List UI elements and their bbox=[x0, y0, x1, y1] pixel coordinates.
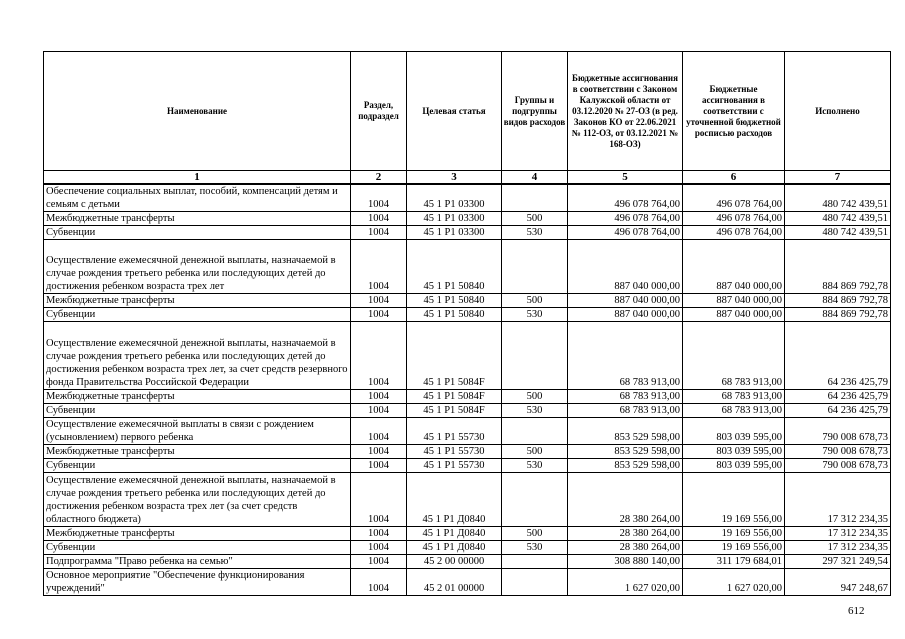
row-name: Подпрограмма "Право ребенка на семью" bbox=[44, 555, 351, 569]
row-law-amount: 1 627 020,00 bbox=[568, 569, 683, 596]
row-section: 1004 bbox=[351, 445, 407, 459]
table-row bbox=[44, 473, 891, 527]
row-executed-amount: 947 248,67 bbox=[785, 569, 891, 596]
row-name: Межбюджетные трансферты bbox=[44, 445, 351, 459]
row-target: 45 1 Р1 55730 bbox=[407, 459, 502, 473]
row-target: 45 1 Р1 Д0840 bbox=[407, 473, 502, 527]
row-refined-amount: 68 783 913,00 bbox=[683, 322, 785, 390]
table-row bbox=[44, 555, 891, 569]
row-section: 1004 bbox=[351, 390, 407, 404]
row-law-amount: 496 078 764,00 bbox=[568, 184, 683, 212]
row-name: Обеспечение социальных выплат, пособий, компенсаций детям и семьям с детьми bbox=[44, 184, 351, 212]
row-executed-amount: 17 312 234,35 bbox=[785, 527, 891, 541]
table-row bbox=[44, 390, 891, 404]
row-target: 45 1 Р1 55730 bbox=[407, 418, 502, 445]
row-section: 1004 bbox=[351, 308, 407, 322]
row-section: 1004 bbox=[351, 240, 407, 294]
row-group bbox=[502, 322, 568, 390]
row-executed-amount: 17 312 234,35 bbox=[785, 473, 891, 527]
column-number: 6 bbox=[683, 171, 785, 185]
row-refined-amount: 887 040 000,00 bbox=[683, 308, 785, 322]
row-law-amount: 308 880 140,00 bbox=[568, 555, 683, 569]
row-section: 1004 bbox=[351, 569, 407, 596]
table-row bbox=[44, 418, 891, 445]
column-number: 3 bbox=[407, 171, 502, 185]
row-section: 1004 bbox=[351, 541, 407, 555]
header-groups: Группы и подгруппы видов расходов bbox=[502, 52, 568, 171]
column-number: 1 bbox=[44, 171, 351, 185]
row-section: 1004 bbox=[351, 555, 407, 569]
row-group: 530 bbox=[502, 404, 568, 418]
row-name: Субвенции bbox=[44, 541, 351, 555]
header-law: Бюджетные ассигнования в соответствии с Законом Калужской области от 03.12.2020 № 27-ОЗ (в ред. Законов КО от 22.06.2021 № 112-ОЗ, от 03.12.2021 № 168-ОЗ) bbox=[568, 52, 683, 171]
row-name: Межбюджетные трансферты bbox=[44, 212, 351, 226]
table-row bbox=[44, 226, 891, 240]
row-target: 45 1 Р1 5084F bbox=[407, 404, 502, 418]
row-group: 500 bbox=[502, 294, 568, 308]
table-row bbox=[44, 212, 891, 226]
table-row bbox=[44, 459, 891, 473]
row-target: 45 1 Р1 50840 bbox=[407, 308, 502, 322]
table-row bbox=[44, 294, 891, 308]
row-law-amount: 68 783 913,00 bbox=[568, 404, 683, 418]
row-executed-amount: 790 008 678,73 bbox=[785, 418, 891, 445]
row-law-amount: 28 380 264,00 bbox=[568, 541, 683, 555]
row-section: 1004 bbox=[351, 184, 407, 212]
row-name: Осуществление ежемесячной денежной выплаты, назначаемой в случае рождения третьего ребенка или последующих детей до достижения ребенком возраста трех лет (за счет средств областного бюджета) bbox=[44, 473, 351, 527]
header-row bbox=[44, 52, 891, 171]
header-name: Наименование bbox=[44, 52, 351, 171]
row-group bbox=[502, 569, 568, 596]
row-target: 45 2 00 00000 bbox=[407, 555, 502, 569]
column-number: 7 bbox=[785, 171, 891, 185]
row-name: Межбюджетные трансферты bbox=[44, 390, 351, 404]
row-name: Осуществление ежемесячной денежной выплаты, назначаемой в случае рождения третьего ребенка или последующих детей до достижения ребенком возраста трех лет bbox=[44, 240, 351, 294]
row-group: 530 bbox=[502, 459, 568, 473]
budget-table bbox=[43, 51, 891, 596]
row-executed-amount: 884 869 792,78 bbox=[785, 294, 891, 308]
row-refined-amount: 803 039 595,00 bbox=[683, 445, 785, 459]
row-name: Межбюджетные трансферты bbox=[44, 294, 351, 308]
row-law-amount: 68 783 913,00 bbox=[568, 322, 683, 390]
column-number: 5 bbox=[568, 171, 683, 185]
row-group: 530 bbox=[502, 226, 568, 240]
row-executed-amount: 790 008 678,73 bbox=[785, 459, 891, 473]
row-section: 1004 bbox=[351, 404, 407, 418]
row-group: 500 bbox=[502, 445, 568, 459]
row-name: Межбюджетные трансферты bbox=[44, 527, 351, 541]
row-target: 45 1 Р1 5084F bbox=[407, 390, 502, 404]
row-group bbox=[502, 240, 568, 294]
table-row bbox=[44, 541, 891, 555]
row-law-amount: 28 380 264,00 bbox=[568, 527, 683, 541]
row-law-amount: 28 380 264,00 bbox=[568, 473, 683, 527]
row-section: 1004 bbox=[351, 473, 407, 527]
row-target: 45 1 Р1 55730 bbox=[407, 445, 502, 459]
header-refined: Бюджетные ассигнования в соответствии с уточненной бюджетной росписью расходов bbox=[683, 52, 785, 171]
row-refined-amount: 311 179 684,01 bbox=[683, 555, 785, 569]
row-refined-amount: 887 040 000,00 bbox=[683, 240, 785, 294]
row-law-amount: 68 783 913,00 bbox=[568, 390, 683, 404]
row-executed-amount: 64 236 425,79 bbox=[785, 404, 891, 418]
row-refined-amount: 1 627 020,00 bbox=[683, 569, 785, 596]
row-group bbox=[502, 184, 568, 212]
row-executed-amount: 64 236 425,79 bbox=[785, 322, 891, 390]
row-name: Субвенции bbox=[44, 308, 351, 322]
row-executed-amount: 297 321 249,54 bbox=[785, 555, 891, 569]
row-target: 45 1 Р1 Д0840 bbox=[407, 527, 502, 541]
row-executed-amount: 17 312 234,35 bbox=[785, 541, 891, 555]
row-refined-amount: 496 078 764,00 bbox=[683, 184, 785, 212]
row-group: 530 bbox=[502, 541, 568, 555]
row-group: 530 bbox=[502, 308, 568, 322]
row-refined-amount: 496 078 764,00 bbox=[683, 226, 785, 240]
row-law-amount: 496 078 764,00 bbox=[568, 226, 683, 240]
table-row bbox=[44, 308, 891, 322]
table-row bbox=[44, 527, 891, 541]
column-number: 4 bbox=[502, 171, 568, 185]
row-name: Осуществление ежемесячной выплаты в связи с рождением (усыновлением) первого ребенка bbox=[44, 418, 351, 445]
table-row bbox=[44, 445, 891, 459]
column-number: 2 bbox=[351, 171, 407, 185]
row-group bbox=[502, 473, 568, 527]
row-section: 1004 bbox=[351, 527, 407, 541]
row-refined-amount: 19 169 556,00 bbox=[683, 473, 785, 527]
page-number: 612 bbox=[848, 605, 865, 617]
row-law-amount: 853 529 598,00 bbox=[568, 459, 683, 473]
row-group bbox=[502, 555, 568, 569]
row-refined-amount: 68 783 913,00 bbox=[683, 404, 785, 418]
row-group: 500 bbox=[502, 527, 568, 541]
table-row bbox=[44, 240, 891, 294]
row-executed-amount: 480 742 439,51 bbox=[785, 212, 891, 226]
row-section: 1004 bbox=[351, 459, 407, 473]
row-group: 500 bbox=[502, 390, 568, 404]
row-law-amount: 853 529 598,00 bbox=[568, 418, 683, 445]
row-name: Основное мероприятие "Обеспечение функционирования учреждений" bbox=[44, 569, 351, 596]
row-refined-amount: 496 078 764,00 bbox=[683, 212, 785, 226]
row-section: 1004 bbox=[351, 212, 407, 226]
header-executed: Исполнено bbox=[785, 52, 891, 171]
row-executed-amount: 480 742 439,51 bbox=[785, 226, 891, 240]
row-group: 500 bbox=[502, 212, 568, 226]
row-executed-amount: 64 236 425,79 bbox=[785, 390, 891, 404]
row-refined-amount: 887 040 000,00 bbox=[683, 294, 785, 308]
row-target: 45 1 Р1 03300 bbox=[407, 184, 502, 212]
row-name: Субвенции bbox=[44, 404, 351, 418]
row-executed-amount: 884 869 792,78 bbox=[785, 308, 891, 322]
row-target: 45 1 Р1 Д0840 bbox=[407, 541, 502, 555]
row-group bbox=[502, 418, 568, 445]
row-name: Субвенции bbox=[44, 226, 351, 240]
row-law-amount: 887 040 000,00 bbox=[568, 308, 683, 322]
row-target: 45 1 Р1 50840 bbox=[407, 240, 502, 294]
table-row bbox=[44, 404, 891, 418]
row-name: Субвенции bbox=[44, 459, 351, 473]
row-section: 1004 bbox=[351, 418, 407, 445]
row-target: 45 1 Р1 03300 bbox=[407, 226, 502, 240]
column-number-row bbox=[44, 171, 891, 185]
row-law-amount: 887 040 000,00 bbox=[568, 294, 683, 308]
row-refined-amount: 803 039 595,00 bbox=[683, 418, 785, 445]
row-law-amount: 496 078 764,00 bbox=[568, 212, 683, 226]
header-target: Целевая статья bbox=[407, 52, 502, 171]
row-section: 1004 bbox=[351, 294, 407, 308]
row-section: 1004 bbox=[351, 226, 407, 240]
row-target: 45 1 Р1 5084F bbox=[407, 322, 502, 390]
row-executed-amount: 884 869 792,78 bbox=[785, 240, 891, 294]
row-law-amount: 853 529 598,00 bbox=[568, 445, 683, 459]
table-body bbox=[44, 184, 891, 596]
row-executed-amount: 480 742 439,51 bbox=[785, 184, 891, 212]
row-refined-amount: 68 783 913,00 bbox=[683, 390, 785, 404]
row-target: 45 1 Р1 03300 bbox=[407, 212, 502, 226]
row-name: Осуществление ежемесячной денежной выплаты, назначаемой в случае рождения третьего ребенка или последующих детей до достижения ребенком возраста трех лет, за счет средств резервного фонда Правительства Российской Федерации bbox=[44, 322, 351, 390]
row-refined-amount: 19 169 556,00 bbox=[683, 527, 785, 541]
row-refined-amount: 19 169 556,00 bbox=[683, 541, 785, 555]
row-section: 1004 bbox=[351, 322, 407, 390]
header-section: Раздел, подраздел bbox=[351, 52, 407, 171]
row-target: 45 2 01 00000 bbox=[407, 569, 502, 596]
row-target: 45 1 Р1 50840 bbox=[407, 294, 502, 308]
table-row bbox=[44, 569, 891, 596]
row-law-amount: 887 040 000,00 bbox=[568, 240, 683, 294]
row-executed-amount: 790 008 678,73 bbox=[785, 445, 891, 459]
row-refined-amount: 803 039 595,00 bbox=[683, 459, 785, 473]
table-row bbox=[44, 322, 891, 390]
table-row bbox=[44, 184, 891, 212]
